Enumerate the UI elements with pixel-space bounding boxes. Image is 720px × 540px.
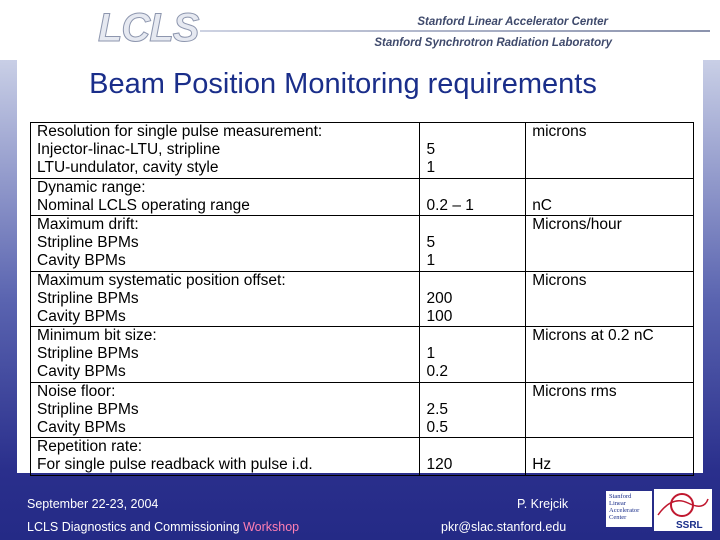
cell-line <box>426 179 525 197</box>
cell-line: 2.5 <box>426 400 449 418</box>
cell-line <box>426 383 525 401</box>
slide-title: Beam Position Monitoring requirements <box>89 68 597 100</box>
cell-line: Microns at 0.2 nC <box>532 327 654 345</box>
footer-author: P. Krejcik <box>517 497 569 511</box>
cell-line: Microns rms <box>532 382 617 400</box>
table-cell-c1 <box>31 271 420 327</box>
cell-line: Microns <box>532 271 587 289</box>
footer-email: pkr@slac.stanford.edu <box>441 520 567 534</box>
table-cell-c1 <box>31 382 420 438</box>
cell-line: 200 <box>426 289 453 307</box>
table-cell-c1 <box>31 178 420 215</box>
cell-line: Cavity BPMs <box>37 363 126 381</box>
cell-line: Cavity BPMs <box>37 419 126 436</box>
table-cell-c3 <box>526 438 694 475</box>
ssrl-logo <box>654 489 712 531</box>
cell-line: 1 <box>426 345 436 363</box>
table-cell-c1 <box>31 438 420 475</box>
cell-line <box>426 327 525 345</box>
cell-line <box>532 438 693 456</box>
footer-workshop <box>27 520 299 534</box>
footer-date: September 22-23, 2004 <box>27 497 159 511</box>
requirements-table-body <box>31 123 694 476</box>
table-cell-c2 <box>420 382 526 438</box>
cell-line: 1 <box>426 159 436 177</box>
ssrl-name: Stanford Synchrotron Radiation Laboratory <box>374 37 612 49</box>
footer-workshop-highlight: Workshop <box>243 520 300 534</box>
cell-line <box>426 438 525 456</box>
table-row <box>31 271 694 327</box>
cell-line: Cavity BPMs <box>37 252 126 270</box>
table-row <box>31 438 694 475</box>
table-cell-c2 <box>420 327 526 383</box>
cell-line <box>426 272 525 290</box>
cell-line: 1 <box>426 252 436 270</box>
cell-line <box>426 216 525 234</box>
table-cell-c3 <box>526 123 694 179</box>
table-cell-c1 <box>31 327 420 383</box>
cell-line: Microns/hour <box>532 215 622 233</box>
cell-line: Minimum bit size: <box>37 327 157 345</box>
slac-logo-line: Linear <box>609 500 626 507</box>
cell-line: Noise floor: <box>37 382 116 400</box>
table-cell-c2 <box>420 271 526 327</box>
cell-line: Stripline BPMs <box>37 400 139 418</box>
cell-line <box>532 179 693 197</box>
requirements-table <box>30 122 694 476</box>
cell-line: Stripline BPMs <box>37 289 139 307</box>
cell-line: Hz <box>532 456 552 474</box>
cell-line: 0.5 <box>426 419 449 436</box>
header-rule <box>200 30 710 32</box>
cell-line: Nominal LCLS operating range <box>37 196 250 214</box>
table-cell-c2 <box>420 215 526 271</box>
table-cell-c3 <box>526 382 694 438</box>
cell-line: 120 <box>426 456 453 474</box>
cell-line: Stripline BPMs <box>37 345 139 363</box>
cell-line: Repetition rate: <box>37 438 143 456</box>
table-row <box>31 382 694 438</box>
cell-line: Injector-linac-LTU, stripline <box>37 141 221 159</box>
cell-line: nC <box>532 196 553 214</box>
table-cell-c3 <box>526 327 694 383</box>
table-cell-c1 <box>31 123 420 179</box>
slac-name: Stanford Linear Accelerator Center <box>417 16 608 28</box>
table-row <box>31 123 694 179</box>
cell-line: Maximum drift: <box>37 215 139 233</box>
table-row <box>31 215 694 271</box>
table-cell-c3 <box>526 178 694 215</box>
cell-line: Stripline BPMs <box>37 234 139 252</box>
cell-line: For single pulse readback with pulse i.d. <box>37 456 313 474</box>
table-cell-c2 <box>420 123 526 179</box>
cell-line <box>426 123 525 141</box>
table-row <box>31 178 694 215</box>
table-cell-c2 <box>420 438 526 475</box>
cell-line: 5 <box>426 141 436 159</box>
table-cell-c1 <box>31 215 420 271</box>
cell-line: 0.2 <box>426 363 449 381</box>
cell-line: Resolution for single pulse measurement: <box>37 123 323 140</box>
table-cell-c3 <box>526 215 694 271</box>
slac-logo <box>606 491 652 527</box>
cell-line: 5 <box>426 234 436 252</box>
cell-line: microns <box>532 123 587 140</box>
table-row <box>31 327 694 383</box>
table-cell-c2 <box>420 178 526 215</box>
ssrl-logo-text: SSRL <box>676 520 703 531</box>
header-bar <box>0 0 720 56</box>
slac-logo-line: Accelerator <box>609 507 640 514</box>
cell-line: Maximum systematic position offset: <box>37 271 286 289</box>
cell-line: LTU-undulator, cavity style <box>37 159 219 177</box>
slac-logo-line: Center <box>609 514 627 521</box>
table-cell-c3 <box>526 271 694 327</box>
cell-line: Cavity BPMs <box>37 307 126 325</box>
cell-line: 100 <box>426 307 453 325</box>
footer-workshop-text: LCLS Diagnostics and Commissioning <box>27 520 244 534</box>
lcls-logo: LCLS <box>98 6 199 50</box>
slac-logo-line: Stanford <box>609 493 632 500</box>
cell-line: Dynamic range: <box>37 178 146 196</box>
cell-line: 0.2 – 1 <box>426 196 474 214</box>
